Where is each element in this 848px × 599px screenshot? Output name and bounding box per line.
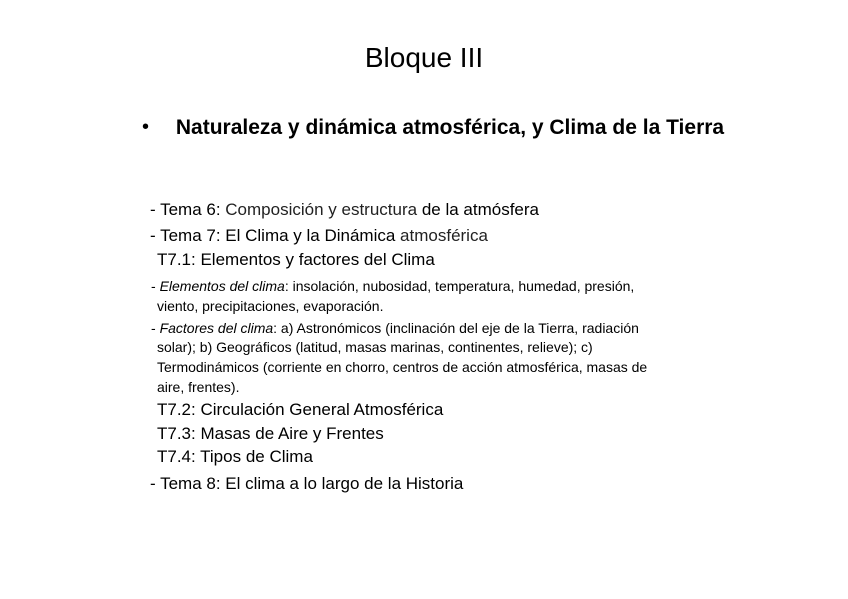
tema-6-colon: : (215, 200, 226, 219)
tema-6-text: Composición y estructura (225, 200, 418, 219)
tema-7-dash: - (150, 226, 161, 245)
tema-7-text: atmosférica (395, 226, 488, 245)
factores-label: Factores del clima (159, 320, 274, 336)
t7-4-line: T7.4: Tipos de Clima (157, 447, 313, 466)
slide-title: Bloque III (364, 42, 484, 73)
tema-7-label: Tema 7: El Clima y la Dinámica (160, 226, 396, 245)
factores-line-2: solar); b) Geográficos (latitud, masas marinas, continentes, relieve); c) (157, 339, 593, 355)
tema-8-line: - Tema 8: El clima a lo largo de la Historia (150, 474, 464, 493)
tema-6-dash: - (150, 200, 161, 219)
t7-2-line: T7.2: Circulación General Atmosférica (157, 400, 444, 419)
bullet-part-2: atmosférica, y Clima de la Tierra (396, 116, 725, 139)
bullet-icon: • (142, 116, 150, 138)
elementos-dash: - (151, 278, 160, 294)
elementos-text: : insolación, nubosidad, temperatura, humedad, presión, (284, 278, 635, 294)
elementos-line-1 (151, 276, 634, 296)
elementos-line-2: viento, precipitaciones, evaporación. (157, 298, 384, 314)
tema-7-line (150, 226, 488, 246)
factores-dash: - (151, 320, 160, 336)
main-bullet-text (170, 113, 730, 143)
tema-6-line (150, 200, 539, 220)
tema-6-text2: de la atmósfera (417, 200, 539, 219)
factores-text: : a) Astronómicos (inclinación del eje de la Tierra, radiación (273, 320, 639, 336)
factores-line-3: Termodinámicos (corriente en chorro, centros de acción atmosférica, masas de (157, 359, 648, 375)
factores-line-1 (151, 318, 639, 338)
elementos-label: Elementos del clima (159, 278, 285, 294)
t7-3-line: T7.3: Masas de Aire y Frentes (157, 424, 384, 443)
t7-1-line: T7.1: Elementos y factores del Clima (157, 250, 435, 269)
factores-line-4: aire, frentes). (157, 379, 240, 395)
bullet-part-1: Naturaleza y dinámica (175, 116, 397, 139)
tema-6-label: Tema 6 (160, 200, 216, 219)
